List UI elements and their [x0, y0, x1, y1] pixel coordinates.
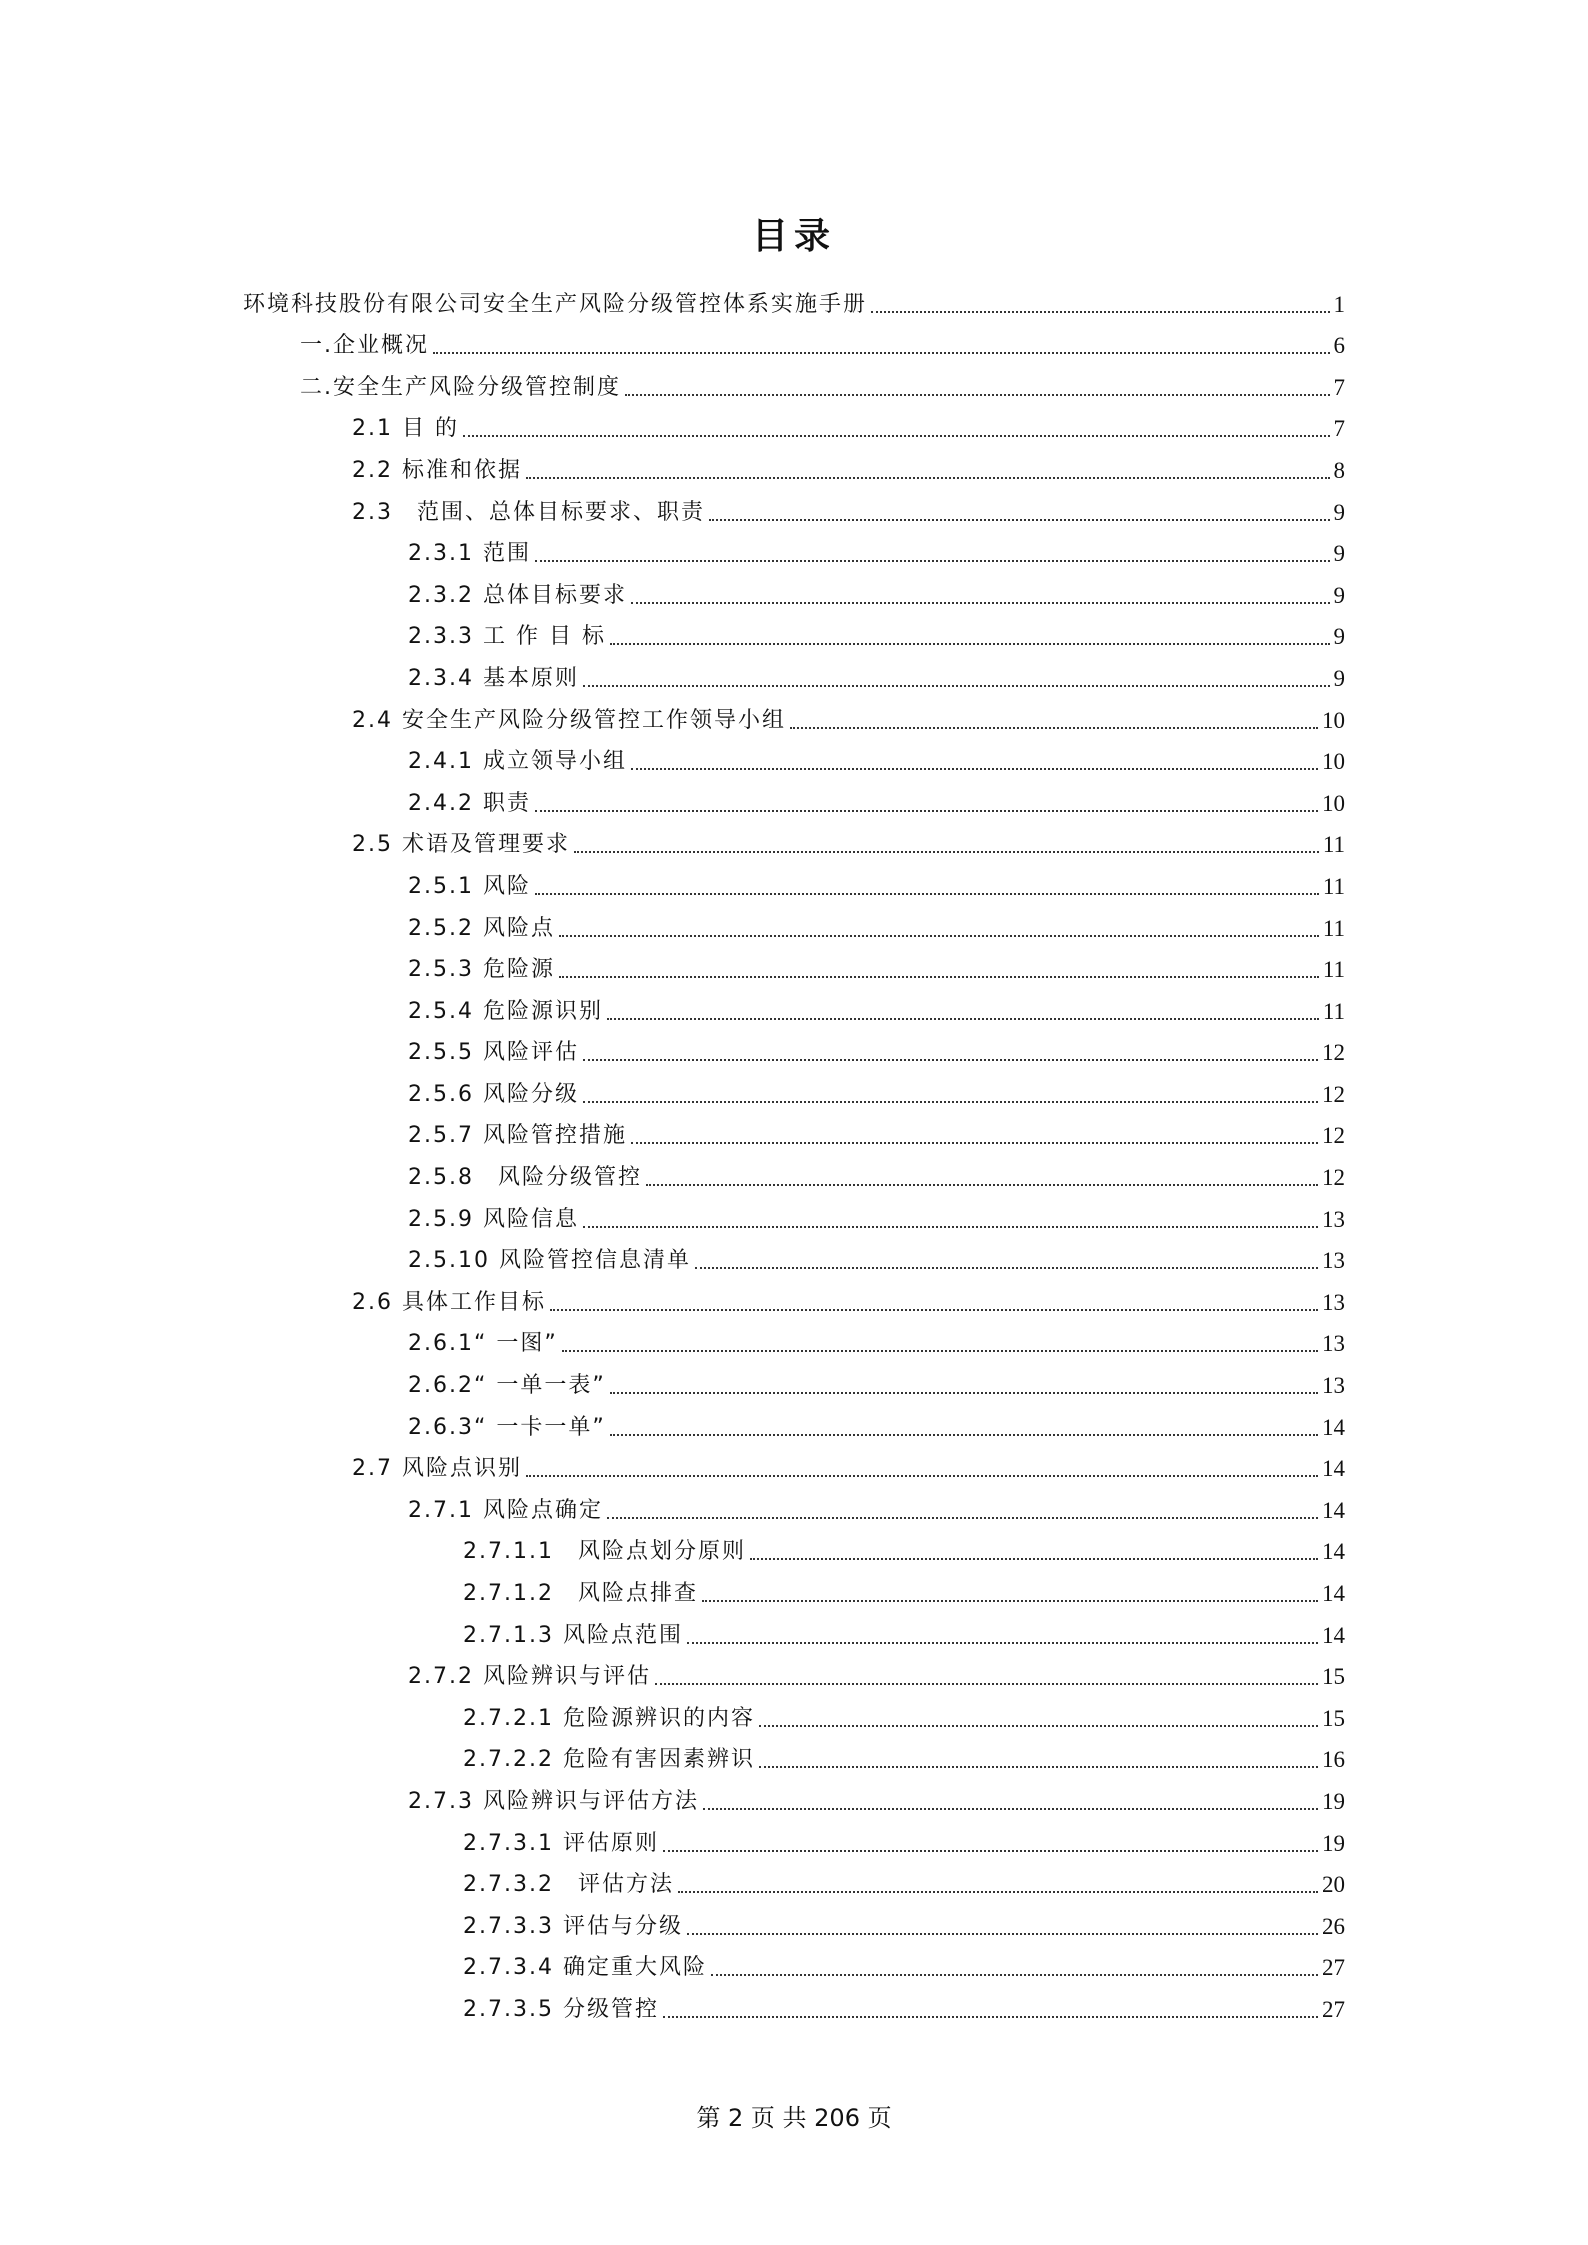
toc-entry-label: 2.5.10 风险管控信息清单: [408, 1248, 691, 1274]
toc-entry-label: 2.5.5 风险评估: [408, 1040, 579, 1066]
toc-dot-leader: [463, 435, 1330, 437]
toc-dot-leader: [559, 976, 1319, 978]
toc-entry[interactable]: [0, 486, 1588, 528]
toc-entry[interactable]: [0, 1817, 1588, 1859]
toc-dot-leader: [625, 394, 1330, 396]
toc-entry[interactable]: [0, 652, 1588, 694]
toc-dot-leader: [663, 2016, 1318, 2018]
toc-entry[interactable]: [0, 819, 1588, 861]
toc-entry[interactable]: [0, 1526, 1588, 1568]
toc-entry[interactable]: [0, 1651, 1588, 1693]
toc-entry[interactable]: [0, 1110, 1588, 1152]
toc-entry-label: 2.7.3.5 分级管控: [463, 1996, 659, 2022]
toc-entry-page-number: 12: [1322, 1123, 1345, 1149]
toc-entry-label: 2.5.7 风险管控措施: [408, 1123, 627, 1149]
toc-entry[interactable]: [0, 1401, 1588, 1443]
toc-entry[interactable]: [0, 1942, 1588, 1984]
toc-entry-page-number: 13: [1322, 1248, 1345, 1274]
toc-entry-page-number: 13: [1322, 1289, 1345, 1315]
toc-entry[interactable]: [0, 1484, 1588, 1526]
toc-entry-label: 2.6.3“ 一卡一单”: [408, 1414, 606, 1440]
toc-entry-label: 2.4.1 成立领导小组: [408, 749, 627, 775]
toc-entry-page-number: 15: [1322, 1664, 1345, 1690]
toc-entry-page-number: 9: [1333, 624, 1345, 650]
toc-entry-label: 2.2 标准和依据: [352, 457, 522, 483]
toc-dot-leader: [711, 1974, 1318, 1976]
toc-entry[interactable]: [0, 1567, 1588, 1609]
toc-entry[interactable]: [0, 694, 1588, 736]
toc-entry-label: 2.7 风险点识别: [352, 1456, 522, 1482]
toc-dot-leader: [709, 519, 1330, 521]
toc-entry-page-number: 9: [1333, 499, 1345, 525]
toc-entry-page-number: 7: [1333, 416, 1345, 442]
toc-dot-leader: [631, 1142, 1318, 1144]
toc-entry[interactable]: [0, 1318, 1588, 1360]
toc-entry[interactable]: [0, 361, 1588, 403]
toc-dot-leader: [526, 1475, 1318, 1477]
toc-entry[interactable]: [0, 944, 1588, 986]
toc-dot-leader: [631, 768, 1318, 770]
toc-entry[interactable]: [0, 1068, 1588, 1110]
toc-entry-label: 2.7.2 风险辨识与评估: [408, 1664, 651, 1690]
toc-entry-label: 2.7.1 风险点确定: [408, 1497, 603, 1523]
toc-entry-page-number: 1: [1333, 291, 1345, 317]
toc-entry-page-number: 13: [1322, 1373, 1345, 1399]
toc-entry[interactable]: [0, 1983, 1588, 2025]
toc-entry-page-number: 9: [1333, 541, 1345, 567]
toc-dot-leader: [663, 1850, 1318, 1852]
toc-entry-page-number: 10: [1322, 790, 1345, 816]
toc-entry[interactable]: [0, 320, 1588, 362]
toc-entry-label: 2.5.1 风险: [408, 873, 531, 899]
toc-dot-leader: [695, 1267, 1318, 1269]
toc-entry[interactable]: [0, 985, 1588, 1027]
toc-entry-page-number: 11: [1322, 832, 1345, 858]
toc-dot-leader: [702, 1600, 1318, 1602]
toc-dot-leader: [583, 1059, 1318, 1061]
toc-entry[interactable]: [0, 1609, 1588, 1651]
toc-entry[interactable]: [0, 1859, 1588, 1901]
toc-entry-page-number: 19: [1322, 1788, 1345, 1814]
toc-entry[interactable]: [0, 444, 1588, 486]
toc-entry-page-number: 11: [1322, 915, 1345, 941]
toc-entry[interactable]: [0, 1151, 1588, 1193]
toc-entry-label: 2.5.8 风险分级管控: [408, 1165, 642, 1191]
toc-entry-page-number: 27: [1322, 1996, 1345, 2022]
toc-entry-label: 2.7.2.1 危险源辨识的内容: [463, 1705, 755, 1731]
toc-dot-leader: [574, 851, 1319, 853]
toc-entry-label: 环境科技股份有限公司安全生产风险分级管控体系实施手册: [243, 291, 868, 317]
toc-dot-leader: [610, 1392, 1318, 1394]
toc-entry[interactable]: [0, 1734, 1588, 1776]
toc-entry[interactable]: [0, 1692, 1588, 1734]
toc-dot-leader: [583, 685, 1330, 687]
toc-entry-page-number: 14: [1322, 1581, 1345, 1606]
toc-entry[interactable]: [0, 1027, 1588, 1069]
toc-dot-leader: [655, 1683, 1318, 1685]
toc-entry-label: 2.6.1“ 一图”: [408, 1331, 558, 1357]
toc-dot-leader: [526, 477, 1330, 479]
toc-entry-page-number: 11: [1322, 873, 1345, 899]
toc-entry-page-number: 9: [1333, 582, 1345, 608]
toc-dot-leader: [871, 311, 1329, 313]
toc-dot-leader: [687, 1642, 1318, 1644]
toc-entry[interactable]: [0, 569, 1588, 611]
toc-entry-label: 一.企业概况: [300, 333, 429, 359]
toc-entry-page-number: 14: [1322, 1456, 1345, 1482]
toc-dot-leader: [678, 1891, 1318, 1893]
toc-entry-page-number: 10: [1322, 749, 1345, 775]
toc-entry-page-number: 19: [1322, 1830, 1345, 1856]
toc-entry-label: 2.1 目 的: [352, 416, 459, 442]
toc-entry-page-number: 16: [1322, 1747, 1345, 1773]
toc-entry[interactable]: [0, 860, 1588, 902]
toc-dot-leader: [687, 1933, 1318, 1935]
toc-entry-label: 2.7.1.2 风险点排查: [463, 1581, 698, 1606]
toc-entry-page-number: 12: [1322, 1040, 1345, 1066]
toc-dot-leader: [607, 1018, 1319, 1020]
toc-entry[interactable]: [0, 1775, 1588, 1817]
toc-entry-page-number: 6: [1333, 333, 1345, 359]
toc-entry-label: 2.3.3 工 作 目 标: [408, 624, 606, 650]
toc-dot-leader: [646, 1184, 1318, 1186]
toc-entry-label: 二.安全生产风险分级管控制度: [300, 374, 621, 400]
toc-entry[interactable]: [0, 1900, 1588, 1942]
toc-dot-leader: [610, 1434, 1318, 1436]
toc-entry-page-number: 8: [1333, 457, 1345, 483]
toc-entry-label: 2.4.2 职责: [408, 790, 531, 816]
toc-entry[interactable]: [0, 278, 1588, 320]
toc-entry-page-number: 27: [1322, 1955, 1345, 1981]
toc-dot-leader: [433, 352, 1330, 354]
toc-entry-label: 2.6.2“ 一单一表”: [408, 1373, 606, 1399]
toc-entry-label: 2.7.3.1 评估原则: [463, 1830, 659, 1856]
toc-dot-leader: [759, 1725, 1318, 1727]
toc-dot-leader: [583, 1226, 1318, 1228]
toc-entry-label: 2.7.2.2 危险有害因素辨识: [463, 1747, 755, 1773]
toc-entry-page-number: 14: [1322, 1414, 1345, 1440]
toc-entry-page-number: 11: [1322, 957, 1345, 983]
toc-entry-page-number: 13: [1322, 1206, 1345, 1232]
toc-dot-leader: [535, 810, 1318, 812]
toc-entry-page-number: 13: [1322, 1331, 1345, 1357]
toc-entry-label: 2.3 范围、总体目标要求、职责: [352, 499, 705, 525]
toc-entry-label: 2.5 术语及管理要求: [352, 832, 570, 858]
toc-dot-leader: [607, 1517, 1318, 1519]
toc-entry-label: 2.3.2 总体目标要求: [408, 582, 627, 608]
toc-entry-label: 2.7.3 风险辨识与评估方法: [408, 1788, 699, 1814]
toc-dot-leader: [610, 643, 1330, 645]
toc-dot-leader: [550, 1309, 1318, 1311]
toc-dot-leader: [562, 1350, 1318, 1352]
toc-entry-label: 2.5.9 风险信息: [408, 1206, 579, 1232]
toc-entry-label: 2.3.4 基本原则: [408, 665, 579, 691]
toc-entry-page-number: 20: [1322, 1872, 1345, 1898]
toc-entry-page-number: 26: [1322, 1913, 1345, 1939]
toc-entry-label: 2.7.3.3 评估与分级: [463, 1913, 683, 1939]
toc-entry-page-number: 12: [1322, 1081, 1345, 1107]
toc-dot-leader: [535, 560, 1330, 562]
toc-entry-label: 2.5.4 危险源识别: [408, 998, 603, 1024]
toc-entry[interactable]: [0, 736, 1588, 778]
toc-entry-label: 2.6 具体工作目标: [352, 1289, 546, 1315]
toc-entry-page-number: 14: [1322, 1539, 1345, 1565]
toc-entry[interactable]: [0, 1359, 1588, 1401]
toc-entry[interactable]: [0, 777, 1588, 819]
toc-entry-page-number: 7: [1333, 374, 1345, 400]
toc-entry[interactable]: [0, 403, 1588, 445]
toc-entry[interactable]: [0, 1443, 1588, 1485]
toc-entry-label: 2.4 安全生产风险分级管控工作领导小组: [352, 707, 786, 733]
toc-entry-label: 2.7.3.4 确定重大风险: [463, 1955, 707, 1981]
toc-entry-page-number: 11: [1322, 998, 1345, 1024]
toc-entry-label: 2.5.3 危险源: [408, 957, 555, 983]
toc-entry-label: 2.7.3.2 评估方法: [463, 1872, 674, 1898]
toc-entry-label: 2.5.2 风险点: [408, 915, 555, 941]
page-title: 目录: [751, 215, 836, 257]
toc-dot-leader: [703, 1808, 1318, 1810]
toc-entry-page-number: 15: [1322, 1705, 1345, 1731]
toc-entry[interactable]: [0, 902, 1588, 944]
toc-entry-label: 2.5.6 风险分级: [408, 1081, 579, 1107]
page-footer: 第 2 页 共 206 页: [696, 2104, 892, 2132]
toc-dot-leader: [631, 602, 1330, 604]
toc-entry[interactable]: [0, 1276, 1588, 1318]
toc-entry-page-number: 9: [1333, 665, 1345, 691]
toc-entry[interactable]: [0, 1235, 1588, 1277]
toc-entry-label: 2.3.1 范围: [408, 541, 531, 567]
toc-dot-leader: [535, 893, 1319, 895]
toc-dot-leader: [583, 1101, 1318, 1103]
toc-dot-leader: [790, 727, 1318, 729]
toc-entry[interactable]: [0, 1193, 1588, 1235]
toc-entry-page-number: 10: [1322, 707, 1345, 733]
toc-dot-leader: [559, 935, 1319, 937]
toc-entry-page-number: 12: [1322, 1165, 1345, 1191]
toc-dot-leader: [759, 1766, 1318, 1768]
toc-dot-leader: [750, 1558, 1318, 1560]
toc-entry-page-number: 14: [1322, 1622, 1345, 1648]
toc-entry-label: 2.7.1.1 风险点划分原则: [463, 1539, 746, 1565]
toc-entry-page-number: 14: [1322, 1497, 1345, 1523]
toc-entry-label: 2.7.1.3 风险点范围: [463, 1622, 683, 1648]
toc-list: [0, 278, 1588, 2025]
toc-entry[interactable]: [0, 528, 1588, 570]
toc-entry[interactable]: [0, 611, 1588, 653]
